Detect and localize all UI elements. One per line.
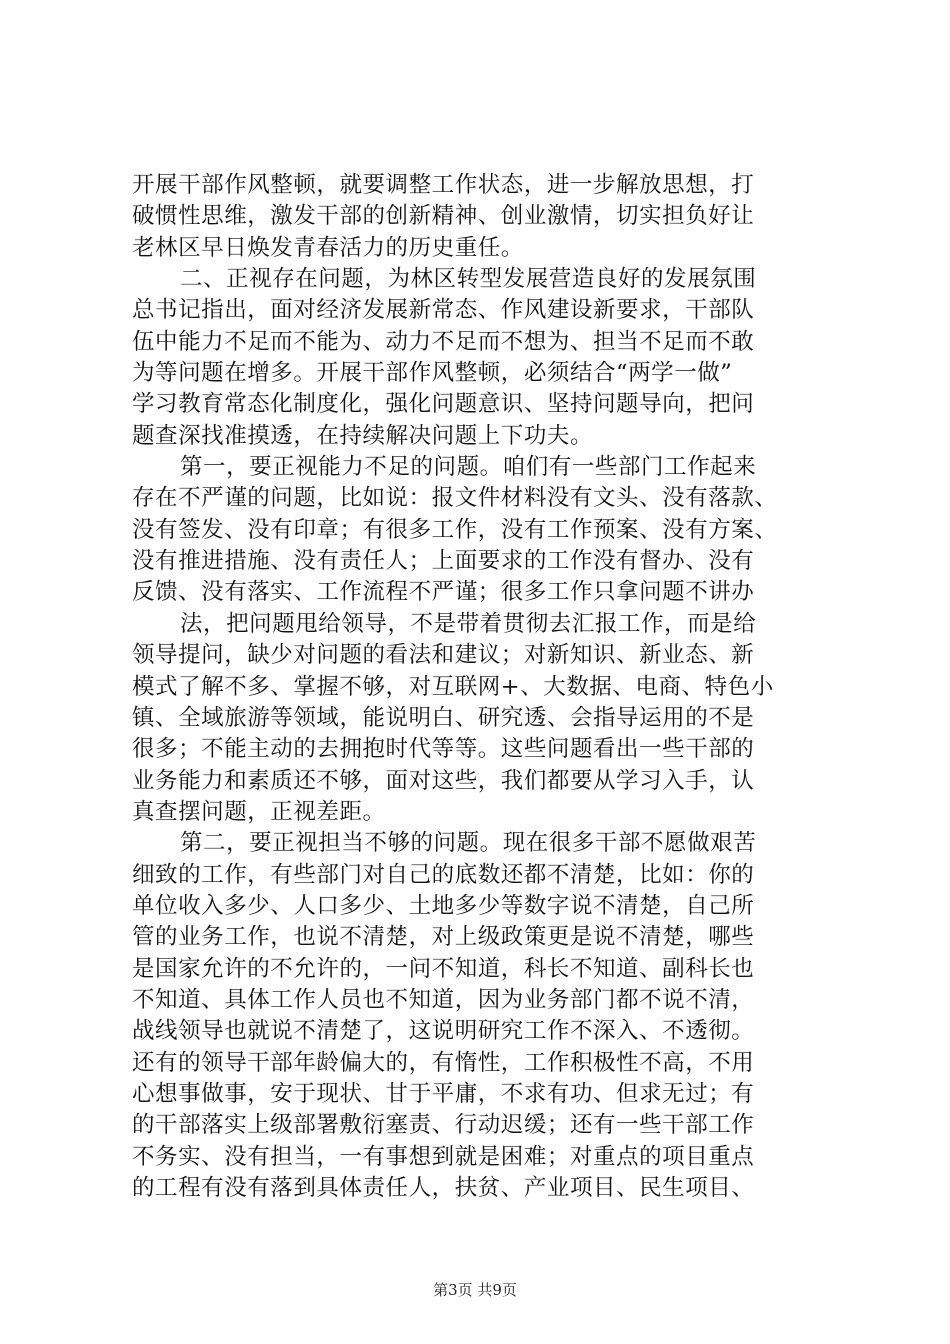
- text-line: 总书记指出，面对经济发展新常态、作风建设新要求，干部队: [132, 297, 755, 324]
- text-line: 老林区早日焕发青春活力的历史重任。: [132, 234, 524, 261]
- section-heading: 二、正视存在问题，为林区转型发展营造良好的发展氛围: [180, 266, 757, 293]
- text-line: 细致的工作，有些部门对自己的底数还都不清楚，比如：你的: [132, 861, 755, 888]
- text-line: 是国家允许的不允许的，一问不知道，科长不知道、副科长也: [132, 955, 755, 982]
- paragraph-start: 第二，要正视担当不够的问题。现在很多干部不愿做艰苦: [180, 830, 757, 857]
- text-line: 还有的领导干部年龄偏大的，有惰性，工作积极性不高，不用: [132, 1049, 755, 1076]
- page-number: 第3页 共9页: [433, 1281, 517, 1299]
- text-line: 存在不严谨的问题，比如说：报文件材料没有文头、没有落款、: [132, 485, 778, 512]
- text-line: 单位收入多少、人口多少、土地多少等数字说不清楚，自己所: [132, 892, 755, 919]
- text-line: 不务实、没有担当，一有事想到就是困难；对重点的项目重点: [132, 1143, 755, 1170]
- text-line: 学习教育常态化制度化，强化问题意识、坚持问题导向，把问: [132, 391, 755, 418]
- document-body: [132, 170, 822, 1204]
- paragraph-start: 法，把问题甩给领导，不是带着贯彻去汇报工作，而是给: [180, 610, 757, 637]
- text-line: 反馈、没有落实、工作流程不严谨；很多工作只拿问题不讲办: [132, 579, 755, 606]
- text-line: 题查深找准摸透，在持续解决问题上下功夫。: [132, 422, 594, 449]
- text-line: 真查摆问题，正视差距。: [132, 798, 386, 825]
- text-line: 管的业务工作，也说不清楚，对上级政策更是说不清楚，哪些: [132, 924, 755, 951]
- text-line: 不知道、具体工作人员也不知道，因为业务部门都不说不清，: [132, 986, 755, 1013]
- text-line: 为等问题在增多。开展干部作风整顿，必须结合“两学一做”: [132, 360, 733, 387]
- text-line: 领导提问，缺少对问题的看法和建议；对新知识、新业态、新: [132, 642, 755, 669]
- text-line: 的干部落实上级部署敷衍塞责、行动迟缓；还有一些干部工作: [132, 1112, 755, 1139]
- text-line: 模式了解不多、掌握不够，对互联网+、大数据、电商、特色小: [132, 673, 774, 700]
- text-line: 没有推进措施、没有责任人；上面要求的工作没有督办、没有: [132, 548, 755, 575]
- text-line: 业务能力和素质还不够，面对这些，我们都要从学习入手，认: [132, 767, 755, 794]
- paragraph-start: 第一，要正视能力不足的问题。咱们有一些部门工作起来: [180, 454, 757, 481]
- text-line: 伍中能力不足而不能为、动力不足而不想为、担当不足而不敢: [132, 328, 755, 355]
- text-line: 很多；不能主动的去拥抱时代等等。这些问题看出一些干部的: [132, 736, 755, 763]
- text-line: 镇、全域旅游等领域，能说明白、研究透、会指导运用的不是: [132, 704, 755, 731]
- text-line: 破惯性思维，激发干部的创新精神、创业激情，切实担负好让: [132, 203, 755, 230]
- text-line: 开展干部作风整顿，就要调整工作状态，进一步解放思想，打: [132, 172, 755, 198]
- text-line: 心想事做事，安于现状、甘于平庸，不求有功、但求无过；有: [132, 1080, 755, 1107]
- text-line: 战线领导也就说不清楚了，这说明研究工作不深入、不透彻。: [132, 1018, 755, 1045]
- text-line: 没有签发、没有印章；有很多工作，没有工作预案、没有方案、: [132, 516, 778, 543]
- text-line: 的工程有没有落到具体责任人，扶贫、产业项目、民生项目、: [132, 1175, 755, 1201]
